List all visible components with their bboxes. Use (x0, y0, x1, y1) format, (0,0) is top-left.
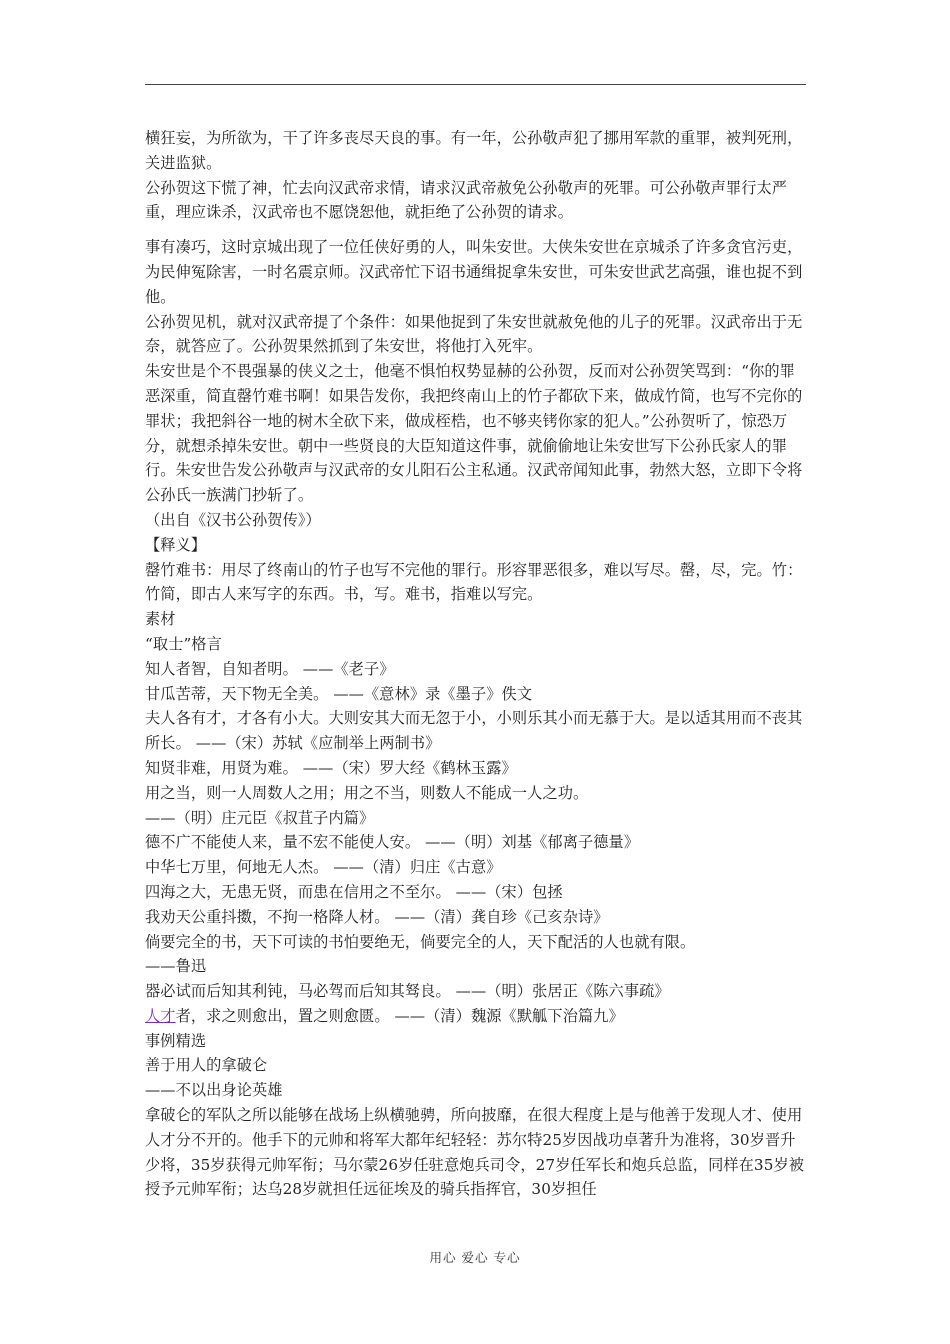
quote-line: 知人者智，自知者明。 ——《老子》 (145, 659, 395, 678)
quote-line: 四海之大，无患无贤，而患在信用之不至尔。 ——（宋）包拯 (145, 882, 563, 901)
paragraph: 公孙贺这下慌了神，忙去向汉武帝求情，请求汉武帝赦免公孙敬声的死罪。可公孙敬声罪行太严重，理应诛杀，汉武帝也不愿饶恕他，就拒绝了公孙贺的请求。 (145, 178, 788, 222)
source-citation: （出自《汉书公孙贺传》） (145, 510, 321, 529)
quote-line: 器必试而后知其利钝，马必驾而后知其驽良。 ——（明）张居正《陈六事疏》 (145, 982, 670, 1001)
quote-line: 用之当，则一人周数人之用；用之不当，则数人不能成一人之功。 (145, 783, 589, 802)
example-subtitle: ——不以出身论英雄 (145, 1081, 283, 1100)
paragraph: 横狂妄，为所欲为，干了许多丧尽天良的事。有一年，公孙敬声犯了挪用军款的重罪，被判死刑，关进监狱。 (145, 129, 803, 172)
talent-link[interactable]: 人才 (145, 1006, 176, 1025)
paragraph: 朱安世是个不畏强暴的侠义之士，他毫不惧怕权势显赫的公孙贺，反而对公孙贺笑骂到：“你的罪恶深重，简直罄竹难书啊！如果告发你，我把终南山上的竹子都砍下来，做成竹简，也写不完你的罪状；我把斜谷一地的树木全砍下来，做成桎梏，也不够夹铐你家的犯人。”公孙贺听了，惊恐万分，就想杀掉朱安世。朝中一些贤良的大臣知道这件事，就偷偷地让朱安世写下公孙氏家人的罪行。朱安世告发公孙敬声与汉武帝的女儿阳石公主私通。汉武帝闻知此事，勃然大怒，立即下令将公孙氏一族满门抄斩了。 (145, 362, 803, 505)
paragraph: 事有凑巧，这时京城出现了一位任侠好勇的人，叫朱安世。大侠朱安世在京城杀了许多贪官污吏，为民伸冤除害，一时名震京师。汉武帝忙下诏书通缉捉拿朱安世，可朱安世武艺高强，谁也捉不到他。 (145, 238, 803, 306)
quote-line: 中华七万里，何地无人杰。 ——（清）归庄《古意》 (145, 858, 502, 877)
example-title: 善于用人的拿破仑 (145, 1056, 268, 1075)
quote-line: 知贤非难，用贤为难。 ——（宋）罗大经《鹤林玉露》 (145, 758, 517, 777)
paragraph: 拿破仑的军队之所以能够在战场上纵横驰骋，所向披靡，在很大程度上是与他善于发现人才、使用人才分不开的。他手下的元帅和将军大都年纪轻轻：苏尔特25岁因战功卓著升为准将，30岁晋升少将，35岁获得元帅军衔；马尔蒙26岁任驻意炮兵司令，27岁任军长和炮兵总监，同样在35岁被授予元帅军衔；达乌28岁就担任远征埃及的骑兵指挥官，30岁担任 (145, 1106, 805, 1199)
page-footer: 用心 爱心 专心 (429, 1250, 521, 1265)
section-heading-quotes: “取士”格言 (145, 634, 222, 653)
paragraph: 公孙贺见机，就对汉武帝提了个条件：如果他捉到了朱安世就赦免他的儿子的死罪。汉武帝出于无奈，就答应了。公孙贺果然抓到了朱安世，将他打入死牢。 (145, 312, 803, 356)
quote-line: 倘要完全的书，天下可读的书怕要绝无，倘要完全的人，天下配活的人也就有限。 (145, 932, 696, 951)
quote-attribution: ——鲁迅 (145, 957, 207, 976)
quote-attribution: ——（明）庄元臣《叔苴子内篇》 (145, 808, 375, 827)
section-heading-examples: 事例精选 (145, 1031, 207, 1050)
paragraph: 罄竹难书：用尽了终南山的竹子也写不完他的罪行。形容罪恶很多，难以写尽。罄，尽，完。竹：竹简，即古人来写字的东西。书，写。难书，指难以写完。 (145, 560, 803, 604)
quote-line-text: 者，求之则愈出，置之则愈匮。 ——（清）魏源《默觚下治篇九》 (175, 1006, 624, 1025)
document-body (145, 126, 807, 1202)
quote-line-with-link (145, 1004, 807, 1029)
section-heading-material: 素材 (145, 610, 176, 629)
quote-line: 甘瓜苦蒂，天下物无全美。 ——《意林》录《墨子》佚文 (145, 684, 533, 703)
quote-line: 夫人各有才，才各有小大。大则安其大而无忽于小，小则乐其小而无慕于大。是以适其用而不丧其所长。 ——（宋）苏轼《应制举上两制书》 (145, 709, 803, 753)
section-heading-definition: 【释义】 (145, 535, 207, 554)
quote-line: 德不广不能使人来，量不宏不能使人安。 ——（明）刘基《郁离子德量》 (145, 833, 640, 852)
header-rule (145, 84, 806, 85)
quote-line: 我劝天公重抖擞，不拘一格降人材。 ——（清）龚自珍《己亥杂诗》 (145, 907, 609, 926)
